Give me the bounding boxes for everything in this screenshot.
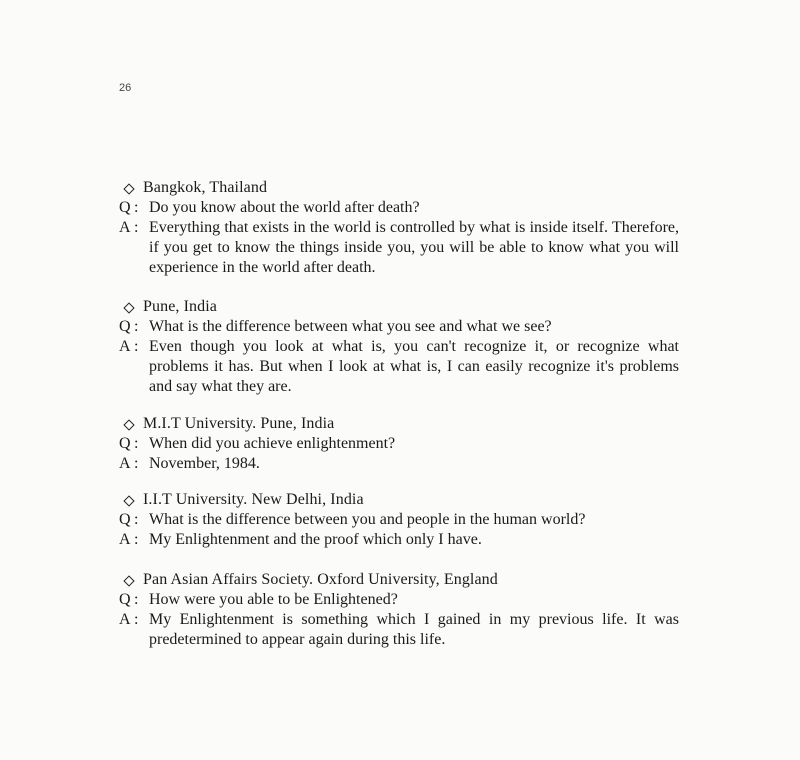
answer-label: A	[119, 531, 131, 548]
location-text: Pune, India	[143, 298, 217, 315]
question-label: Q	[119, 591, 131, 608]
qa-entry	[119, 490, 679, 550]
question-label: Q	[119, 199, 131, 216]
diamond-bullet-icon	[123, 575, 134, 586]
separator: :	[134, 511, 139, 528]
separator: :	[134, 318, 139, 335]
question-text: How were you able to be Enlightened?	[149, 591, 398, 608]
location-text: I.I.T University. New Delhi, India	[143, 491, 364, 508]
location-heading	[119, 414, 679, 434]
diamond-bullet-icon	[123, 302, 134, 313]
location-heading	[119, 490, 679, 510]
question-row	[119, 198, 679, 218]
qa-entry	[119, 414, 679, 474]
question-row	[119, 434, 679, 454]
separator: :	[134, 591, 139, 608]
diamond-bullet-icon	[123, 495, 134, 506]
question-text: What is the difference between you and people in the human world?	[149, 511, 586, 528]
diamond-bullet-icon	[123, 419, 134, 430]
answer-text: My Enlightenment is something which I gained in my previous life. It was predetermined to appear again during this life.	[149, 611, 679, 648]
answer-text: My Enlightenment and the proof which only I have.	[149, 531, 482, 548]
question-label: Q	[119, 318, 131, 335]
location-text: Pan Asian Affairs Society. Oxford University, England	[143, 571, 498, 588]
question-label: Q	[119, 511, 131, 528]
answer-label: A	[119, 338, 131, 355]
answer-text: November, 1984.	[149, 455, 260, 472]
location-text: Bangkok, Thailand	[143, 179, 268, 196]
answer-row	[119, 454, 679, 474]
separator: :	[134, 611, 139, 628]
separator: :	[134, 338, 139, 355]
separator: :	[134, 455, 139, 472]
answer-label: A	[119, 219, 131, 236]
answer-row	[119, 218, 679, 278]
qa-entry	[119, 178, 679, 278]
answer-label: A	[119, 455, 131, 472]
location-heading	[119, 297, 679, 317]
question-label: Q	[119, 435, 131, 452]
answer-label: A	[119, 611, 131, 628]
answer-text: Even though you look at what is, you can't recognize it, or recognize what problems it has. But when I look at what is, I can easily recognize it's problems and say what they are.	[149, 338, 679, 395]
separator: :	[134, 219, 139, 236]
answer-row	[119, 337, 679, 397]
qa-entry	[119, 297, 679, 397]
separator: :	[134, 199, 139, 216]
question-row	[119, 317, 679, 337]
location-heading	[119, 178, 679, 198]
separator: :	[134, 531, 139, 548]
location-text: M.I.T University. Pune, India	[143, 415, 335, 432]
question-row	[119, 590, 679, 610]
question-text: Do you know about the world after death?	[149, 199, 420, 216]
answer-row	[119, 530, 679, 550]
question-text: What is the difference between what you see and what we see?	[149, 318, 552, 335]
answer-row	[119, 610, 679, 650]
question-text: When did you achieve enlightenment?	[149, 435, 396, 452]
page-number: 26	[119, 82, 132, 94]
location-heading	[119, 570, 679, 590]
qa-entry	[119, 570, 679, 650]
diamond-bullet-icon	[123, 183, 134, 194]
answer-text: Everything that exists in the world is controlled by what is inside itself. Therefore, if you get to know the things inside you, you will be able to know what you will experience in the world after death.	[149, 219, 679, 276]
separator: :	[134, 435, 139, 452]
question-row	[119, 510, 679, 530]
